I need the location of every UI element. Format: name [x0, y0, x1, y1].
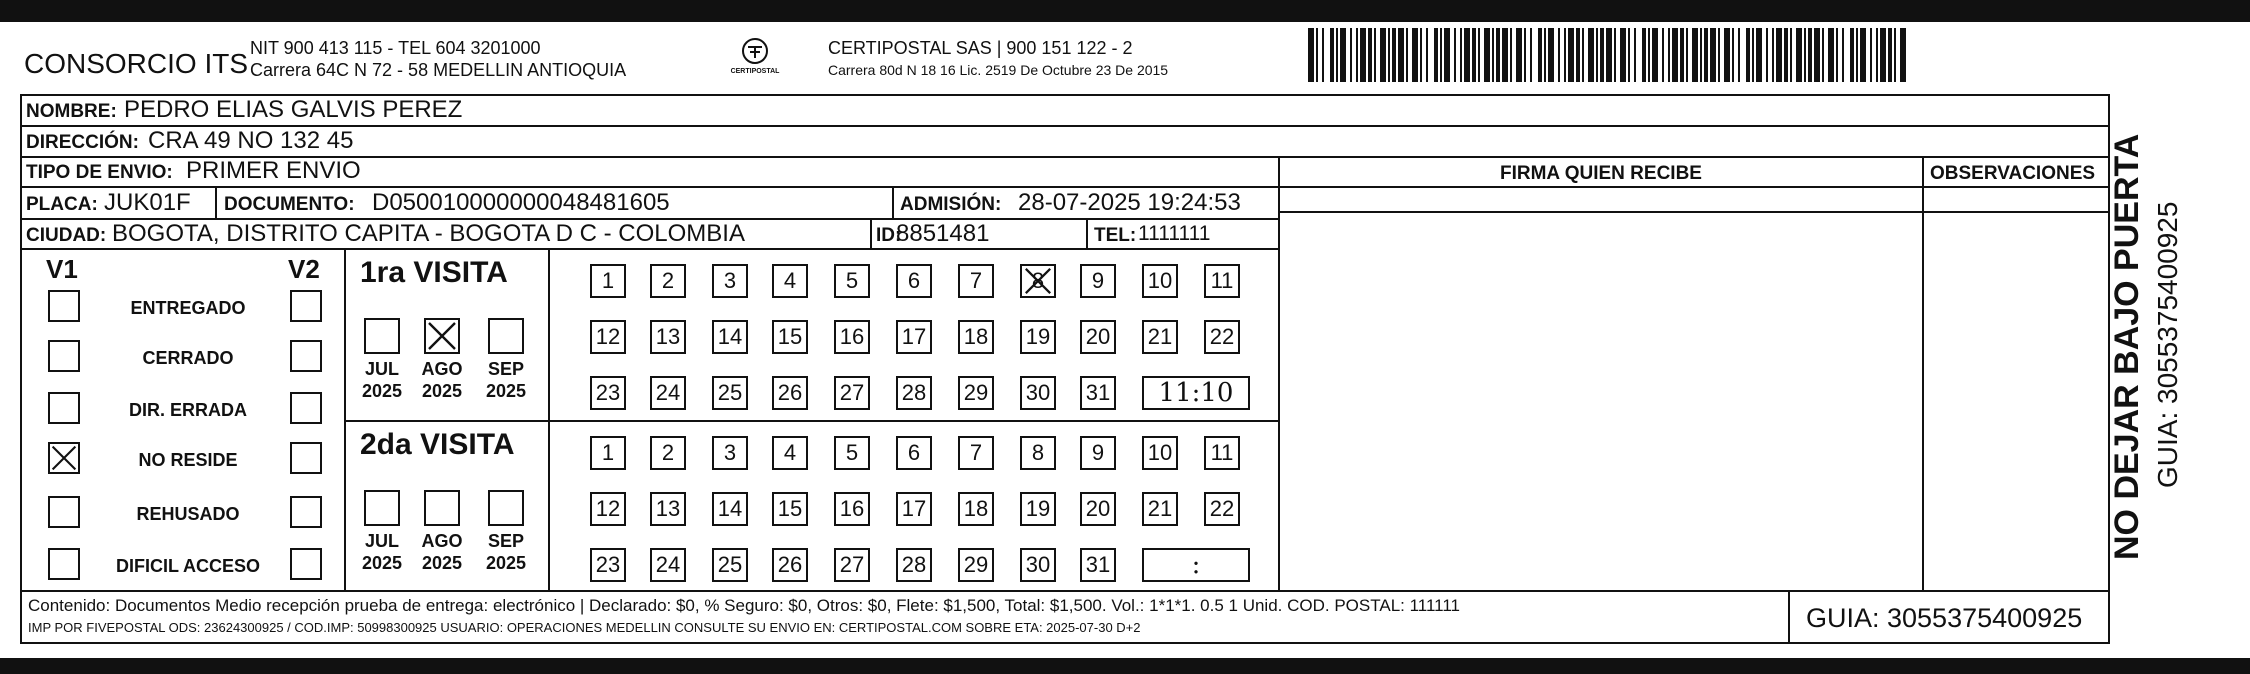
- day-number: 29: [963, 552, 989, 577]
- status-v2-checkbox[interactable]: [290, 340, 322, 372]
- visit-title: 1ra VISITA: [360, 256, 508, 289]
- day-number: 31: [1085, 552, 1111, 577]
- month-checkbox[interactable]: [364, 318, 400, 354]
- day-number: 9: [1091, 268, 1105, 293]
- tel-value: 1111111: [1138, 222, 1211, 245]
- ciudad-value: BOGOTA, DISTRITO CAPITA - BOGOTA D C - COLOMBIA: [112, 220, 745, 247]
- observaciones-label: OBSERVACIONES: [1930, 163, 2096, 184]
- day-number: 14: [717, 324, 743, 349]
- day-box[interactable]: [958, 320, 994, 354]
- day-number: 1: [601, 268, 615, 293]
- day-number: 13: [655, 496, 681, 521]
- column-divider: [1922, 156, 1924, 590]
- day-box[interactable]: [1020, 436, 1056, 470]
- day-box[interactable]: [590, 320, 626, 354]
- month-name: AGO: [421, 531, 463, 551]
- day-number: 21: [1147, 324, 1173, 349]
- day-number: 26: [777, 380, 803, 405]
- nombre-label: NOMBRE:: [26, 101, 117, 122]
- day-number: 27: [839, 552, 865, 577]
- status-label: DIR. ERRADA: [128, 400, 247, 420]
- status-label: CERRADO: [142, 348, 234, 368]
- column-divider: [344, 248, 346, 590]
- placa-value: JUK01F: [104, 189, 191, 216]
- day-number: 25: [717, 552, 743, 577]
- day-number: 24: [655, 380, 681, 405]
- month-label: [481, 530, 531, 574]
- day-box[interactable]: [834, 548, 870, 582]
- day-number: 26: [777, 552, 803, 577]
- day-number: 19: [1025, 324, 1051, 349]
- column-divider: [548, 248, 550, 590]
- day-number: 4: [783, 440, 797, 465]
- visit-title: 2da VISITA: [360, 428, 515, 461]
- day-box[interactable]: [834, 264, 870, 298]
- day-box[interactable]: [650, 436, 686, 470]
- month-checkbox[interactable]: [364, 490, 400, 526]
- day-number: 16: [839, 324, 865, 349]
- day-number: 18: [963, 496, 989, 521]
- day-number: 16: [839, 496, 865, 521]
- day-number: 4: [783, 268, 797, 293]
- status-label: DIFICIL ACCESO: [115, 556, 260, 576]
- day-box[interactable]: [712, 320, 748, 354]
- status-v2-checkbox[interactable]: [290, 392, 322, 424]
- day-box[interactable]: [1020, 264, 1056, 298]
- footer-divider: [20, 590, 2110, 592]
- status-v1-checkbox[interactable]: [48, 496, 80, 528]
- status-v1-checkbox[interactable]: [48, 548, 80, 580]
- day-number: 21: [1147, 496, 1173, 521]
- day-number: 5: [845, 268, 859, 293]
- day-number: 28: [901, 380, 927, 405]
- day-box[interactable]: [772, 264, 808, 298]
- side-guia: GUIA: 3055375400925: [2152, 201, 2183, 488]
- day-number: 18: [963, 324, 989, 349]
- day-box[interactable]: [590, 264, 626, 298]
- day-number: 8: [1031, 440, 1045, 465]
- tipo-envio-label: TIPO DE ENVIO:: [26, 162, 173, 183]
- day-number: 14: [717, 496, 743, 521]
- month-name: JUL: [364, 359, 399, 379]
- day-box[interactable]: [772, 376, 808, 410]
- day-box[interactable]: [1142, 264, 1178, 298]
- status-v1-checkbox[interactable]: [48, 392, 80, 424]
- day-box[interactable]: [834, 436, 870, 470]
- status-v1-checkbox[interactable]: [48, 340, 80, 372]
- day-number: 8: [1031, 268, 1045, 293]
- day-box[interactable]: [712, 548, 748, 582]
- nombre-value: PEDRO ELIAS GALVIS PEREZ: [124, 96, 463, 123]
- day-box[interactable]: [590, 548, 626, 582]
- day-box[interactable]: [834, 320, 870, 354]
- month-label: [417, 530, 467, 574]
- day-box[interactable]: [650, 548, 686, 582]
- day-box[interactable]: [896, 436, 932, 470]
- v2-label: V2: [288, 254, 320, 284]
- month-checkbox[interactable]: [424, 318, 460, 354]
- day-box[interactable]: [1020, 376, 1056, 410]
- day-number: 10: [1147, 268, 1173, 293]
- company-address: Carrera 64C N 72 - 58 MEDELLIN ANTIOQUIA: [250, 60, 627, 80]
- day-box[interactable]: [1204, 264, 1240, 298]
- v1-label: V1: [46, 254, 78, 284]
- column-divider: [1086, 218, 1088, 248]
- day-number: 12: [595, 496, 621, 521]
- footer-guia: GUIA: 3055375400925: [1806, 603, 2083, 633]
- company-name: CONSORCIO ITS: [24, 48, 249, 79]
- month-name: JUL: [364, 531, 399, 551]
- visit-time[interactable]: :: [1142, 548, 1250, 582]
- day-number: 11: [1210, 268, 1234, 293]
- day-box[interactable]: [1080, 492, 1116, 526]
- day-number: 19: [1025, 496, 1051, 521]
- day-number: 7: [969, 440, 983, 465]
- month-year: 2025: [421, 553, 463, 573]
- status-label: ENTREGADO: [130, 298, 246, 318]
- day-box[interactable]: [650, 376, 686, 410]
- status-v1-checkbox[interactable]: [48, 442, 80, 474]
- status-v2-checkbox[interactable]: [290, 290, 322, 322]
- day-number: 11: [1210, 440, 1234, 465]
- day-number: 1: [601, 440, 615, 465]
- day-box[interactable]: [958, 376, 994, 410]
- day-number: 6: [907, 268, 921, 293]
- day-box[interactable]: [1020, 492, 1056, 526]
- month-name: AGO: [421, 359, 463, 379]
- status-v2-checkbox[interactable]: [290, 442, 322, 474]
- day-number: 10: [1147, 440, 1173, 465]
- month-checkbox[interactable]: [488, 318, 524, 354]
- day-box[interactable]: [896, 320, 932, 354]
- day-box[interactable]: [650, 264, 686, 298]
- id-label: ID:: [876, 225, 902, 246]
- day-box[interactable]: [772, 492, 808, 526]
- firma-label: FIRMA QUIEN RECIBE: [1500, 163, 1702, 184]
- status-label: REHUSADO: [136, 504, 240, 524]
- status-label: NO RESIDE: [138, 450, 238, 470]
- day-number: 22: [1209, 496, 1235, 521]
- day-box[interactable]: [1020, 548, 1056, 582]
- day-box[interactable]: [1080, 320, 1116, 354]
- day-number: 23: [595, 552, 621, 577]
- day-box[interactable]: [650, 320, 686, 354]
- tel-label: TEL:: [1094, 225, 1137, 246]
- logo-caption: CERTIPOSTAL: [730, 68, 780, 75]
- day-box[interactable]: [834, 492, 870, 526]
- day-number: 31: [1085, 380, 1111, 405]
- day-number: 23: [595, 380, 621, 405]
- day-box[interactable]: [1142, 320, 1178, 354]
- day-number: 12: [595, 324, 621, 349]
- certipostal-logo: [720, 34, 790, 82]
- day-box[interactable]: [1020, 320, 1056, 354]
- month-label: [417, 358, 467, 402]
- side-warning: NO DEJAR BAJO PUERTA: [2108, 133, 2146, 560]
- day-box[interactable]: [712, 264, 748, 298]
- day-box[interactable]: [772, 548, 808, 582]
- barcode: [1308, 28, 1908, 82]
- day-number: 30: [1025, 552, 1051, 577]
- admision-label: ADMISIÓN:: [900, 194, 1002, 215]
- day-box[interactable]: [590, 492, 626, 526]
- direccion-value: CRA 49 NO 132 45: [148, 127, 354, 154]
- month-year: 2025: [485, 553, 527, 573]
- row-divider: [20, 186, 2110, 188]
- column-divider: [1278, 156, 1280, 590]
- status-v2-checkbox[interactable]: [290, 496, 322, 528]
- day-box[interactable]: [590, 436, 626, 470]
- day-box[interactable]: [712, 492, 748, 526]
- day-number: 2: [661, 268, 675, 293]
- day-box[interactable]: [712, 376, 748, 410]
- day-box[interactable]: [1080, 376, 1116, 410]
- day-box[interactable]: [1204, 492, 1240, 526]
- day-box[interactable]: [896, 376, 932, 410]
- day-number: 20: [1085, 496, 1111, 521]
- day-number: 25: [717, 380, 743, 405]
- column-divider: [1788, 590, 1790, 644]
- day-number: 17: [901, 496, 927, 521]
- day-number: 2: [661, 440, 675, 465]
- footer-content-line: Contenido: Documentos Medio recepción prueba de entrega: electrónico | Declarado: $0, % Seguro: $0, Otros: $0, Flete: $1,500, Total: $1,500. Vol.: 1*1*1. 0.5 1 Unid. COD. POSTAL: 111111: [28, 596, 1461, 615]
- month-checkbox[interactable]: [488, 490, 524, 526]
- month-name: SEP: [487, 531, 525, 551]
- day-number: 15: [777, 324, 803, 349]
- company-nit: NIT 900 413 115 - TEL 604 3201000: [250, 38, 541, 58]
- month-label: [481, 358, 531, 402]
- column-divider: [215, 186, 217, 218]
- day-box[interactable]: [1080, 548, 1116, 582]
- row-divider: [344, 420, 1278, 422]
- day-box[interactable]: [1142, 436, 1178, 470]
- carrier-name: CERTIPOSTAL SAS | 900 151 122 - 2: [828, 38, 1133, 58]
- day-number: 3: [723, 268, 737, 293]
- column-divider: [870, 218, 872, 248]
- day-number: 24: [655, 552, 681, 577]
- month-year: 2025: [361, 553, 403, 573]
- visit-time[interactable]: 11:10: [1142, 376, 1250, 410]
- day-box[interactable]: [1080, 436, 1116, 470]
- day-number: 29: [963, 380, 989, 405]
- month-label: [357, 530, 407, 574]
- day-box[interactable]: [958, 436, 994, 470]
- month-name: SEP: [487, 359, 525, 379]
- month-year: 2025: [485, 381, 527, 401]
- day-box[interactable]: [650, 492, 686, 526]
- day-number: 13: [655, 324, 681, 349]
- documento-label: DOCUMENTO:: [224, 194, 355, 215]
- day-number: 15: [777, 496, 803, 521]
- day-number: 27: [839, 380, 865, 405]
- day-box[interactable]: [834, 376, 870, 410]
- carrier-address: Carrera 80d N 18 16 Lic. 2519 De Octubre 23 De 2015: [828, 62, 1169, 78]
- day-number: 5: [845, 440, 859, 465]
- day-box[interactable]: [896, 548, 932, 582]
- column-divider: [892, 186, 894, 218]
- row-divider: [1278, 211, 2110, 213]
- documento-value: D050010000000048481605: [372, 189, 670, 216]
- day-number: 20: [1085, 324, 1111, 349]
- day-box[interactable]: [896, 264, 932, 298]
- month-label: [357, 358, 407, 402]
- month-checkbox[interactable]: [424, 490, 460, 526]
- day-box[interactable]: [958, 548, 994, 582]
- day-number: 9: [1091, 440, 1105, 465]
- day-box[interactable]: [1204, 320, 1240, 354]
- day-box[interactable]: [772, 436, 808, 470]
- day-box[interactable]: [896, 492, 932, 526]
- bottom-edge-bar: [0, 658, 2250, 674]
- day-box[interactable]: [1080, 264, 1116, 298]
- day-number: 28: [901, 552, 927, 577]
- month-year: 2025: [361, 381, 403, 401]
- placa-label: PLACA:: [26, 194, 98, 215]
- id-value: 8851481: [896, 220, 990, 247]
- ciudad-label: CIUDAD:: [26, 225, 107, 246]
- day-number: 3: [723, 440, 737, 465]
- day-box[interactable]: [1142, 492, 1178, 526]
- status-v1-checkbox[interactable]: [48, 290, 80, 322]
- day-box[interactable]: [712, 436, 748, 470]
- top-edge-bar: [0, 0, 2250, 22]
- day-box[interactable]: [772, 320, 808, 354]
- status-v2-checkbox[interactable]: [290, 548, 322, 580]
- month-year: 2025: [421, 381, 463, 401]
- row-divider: [20, 248, 1278, 250]
- tipo-envio-value: PRIMER ENVIO: [186, 157, 361, 184]
- direccion-label: DIRECCIÓN:: [26, 132, 139, 153]
- day-box[interactable]: [1204, 436, 1240, 470]
- day-number: 30: [1025, 380, 1051, 405]
- day-box[interactable]: [958, 264, 994, 298]
- day-box[interactable]: [958, 492, 994, 526]
- footer-print-line: IMP POR FIVEPOSTAL ODS: 23624300925 / COD.IMP: 50998300925 USUARIO: OPERACIONES MEDELLIN CONSULTE SU ENVIO EN: CERTIPOSTAL.COM SOBRE ETA: 2025-07-30 D+2: [28, 620, 1141, 635]
- day-number: 7: [969, 268, 983, 293]
- day-number: 17: [901, 324, 927, 349]
- admision-value: 28-07-2025 19:24:53: [1018, 189, 1241, 216]
- day-number: 22: [1209, 324, 1235, 349]
- day-number: 6: [907, 440, 921, 465]
- day-box[interactable]: [590, 376, 626, 410]
